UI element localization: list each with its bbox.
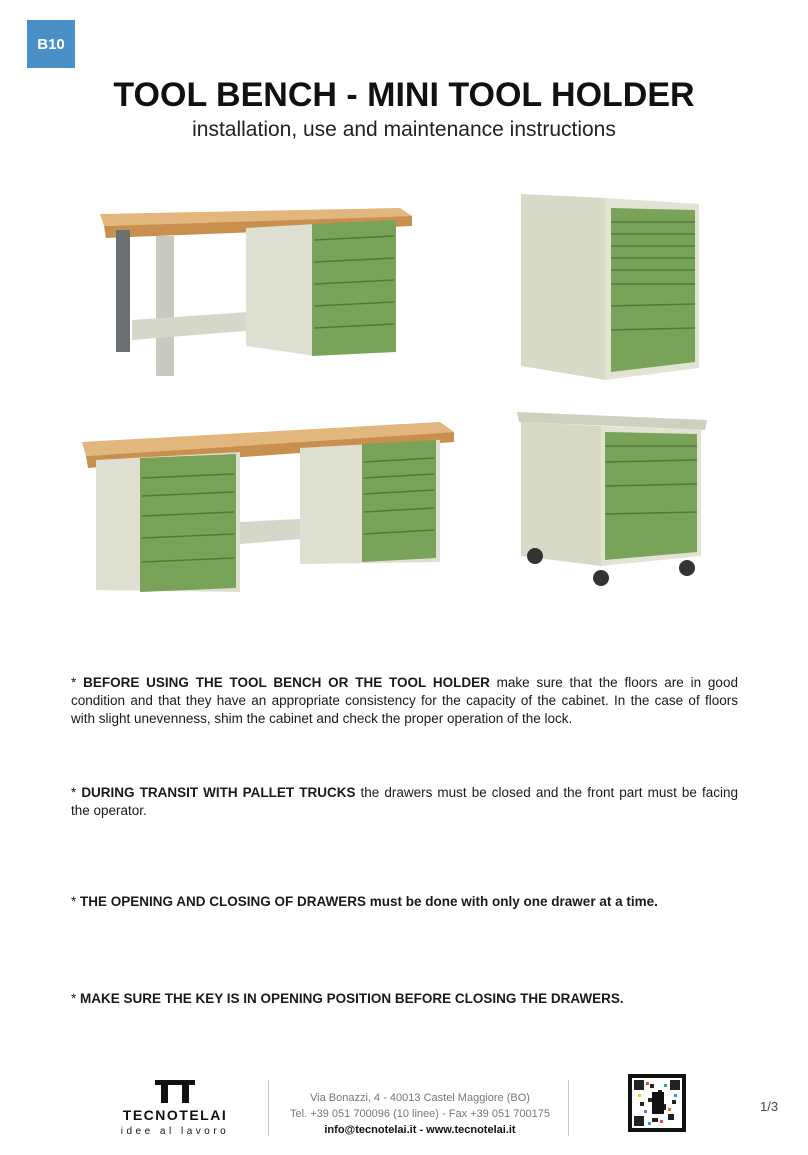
logo-mark-icon	[110, 1078, 240, 1106]
workbench-single-pedestal-image	[96, 196, 416, 386]
page-number: 1/3	[760, 1099, 779, 1114]
page-title: TOOL BENCH - MINI TOOL HOLDER	[113, 76, 695, 114]
footer-divider	[268, 1080, 269, 1136]
instruction-drawers	[71, 893, 738, 911]
mobile-tool-holder-image	[515, 406, 710, 588]
instruction-pallet-trucks	[71, 784, 738, 820]
footer-divider	[568, 1080, 569, 1136]
qr-code-icon[interactable]	[628, 1074, 686, 1132]
brand-name: TECNOTELAI	[122, 1107, 228, 1123]
address-line: Via Bonazzi, 4 - 40013 Castel Maggiore (BO)	[310, 1092, 530, 1104]
instruction-text: make sure that the floors are in good condition and that they have an appropriate consistency for the capacity of the cabinet. In the case of floors with slight unevenness, shim the cabinet and check the proper operation of the lock.	[71, 675, 738, 726]
brand-tagline: idee al lavoro	[120, 1126, 230, 1137]
bullet: *	[71, 785, 77, 800]
bullet: *	[71, 675, 77, 690]
phone-line: Tel. +39 051 700096 (10 linee) - Fax +39 051 700175	[290, 1108, 550, 1120]
workbench-double-pedestal-image	[80, 412, 458, 608]
instruction-text: the drawers must be closed and the front part must be facing the operator.	[71, 785, 738, 818]
tool-holder-cabinet-image	[515, 190, 705, 380]
instruction-heading: THE OPENING AND CLOSING OF DRAWERS must be done with only one drawer at a time.	[80, 894, 658, 909]
footer-address	[270, 1090, 570, 1138]
company-logo	[110, 1078, 240, 1140]
instruction-heading: BEFORE USING THE TOOL BENCH OR THE TOOL HOLDER	[83, 675, 490, 690]
bullet: *	[71, 894, 77, 909]
page-subtitle: installation, use and maintenance instructions	[192, 118, 616, 141]
bullet: *	[71, 991, 77, 1006]
section-badge: B10	[27, 20, 75, 68]
instruction-key-position	[71, 990, 738, 1008]
instruction-heading: MAKE SURE THE KEY IS IN OPENING POSITION BEFORE CLOSING THE DRAWERS.	[80, 991, 624, 1006]
instruction-before-using	[71, 674, 738, 728]
instruction-heading: DURING TRANSIT WITH PALLET TRUCKS	[81, 785, 356, 800]
contact-line[interactable]: info@tecnotelai.it - www.tecnotelai.it	[324, 1124, 516, 1136]
